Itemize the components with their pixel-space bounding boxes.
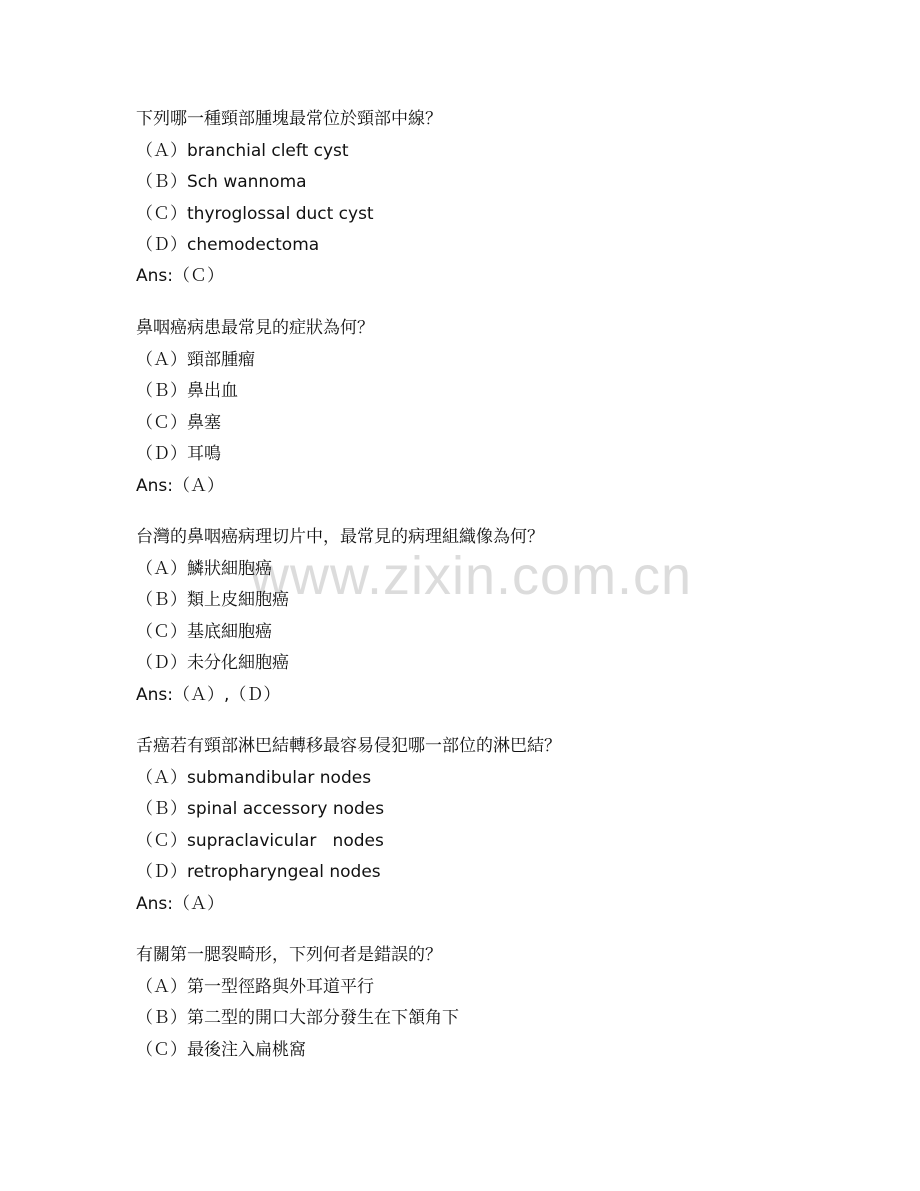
question-2-option-b: （Ｂ）鼻出血	[136, 381, 238, 401]
question-4-option-a: （Ａ）submandibular nodes	[136, 768, 372, 788]
question-5-stem: 有關第一腮裂畸形，下列何者是錯誤的？	[136, 945, 442, 965]
question-3-option-c: （Ｃ）基底細胞癌	[136, 622, 272, 642]
question-3-option-b: （Ｂ）類上皮細胞癌	[136, 590, 289, 610]
question-2-option-c: （Ｃ）鼻塞	[136, 413, 221, 433]
question-1-option-c: （Ｃ）thyroglossal duct cyst	[136, 204, 374, 224]
question-3-stem: 台灣的鼻咽癌病理切片中，最常見的病理組織像為何？	[136, 527, 544, 547]
question-3-answer: Ans:（Ａ）,（Ｄ）	[136, 685, 281, 705]
watermark: www.zixin.com.cn	[250, 546, 693, 606]
question-2-option-a: （Ａ）頸部腫瘤	[136, 350, 255, 370]
question-4-option-c: （Ｃ）supraclavicular nodes	[136, 831, 384, 851]
question-1-option-a: （Ａ）branchial cleft cyst	[136, 141, 349, 161]
question-1-answer: Ans:（Ｃ）	[136, 266, 224, 286]
question-4-stem: 舌癌若有頸部淋巴結轉移最容易侵犯哪一部位的淋巴結？	[136, 736, 561, 756]
question-2-option-d: （Ｄ）耳鳴	[136, 444, 221, 464]
question-1-stem: 下列哪一種頸部腫塊最常位於頸部中線？	[136, 109, 442, 129]
question-3-option-a: （Ａ）鱗狀細胞癌	[136, 559, 272, 579]
question-4-answer: Ans:（Ａ）	[136, 894, 224, 914]
question-4-option-d: （Ｄ）retropharyngeal nodes	[136, 862, 381, 882]
question-1-option-b: （Ｂ）Sch wannoma	[136, 172, 307, 192]
question-5-option-b: （Ｂ）第二型的開口大部分發生在下頷角下	[136, 1008, 459, 1028]
question-2-answer: Ans:（Ａ）	[136, 476, 224, 496]
question-2-stem: 鼻咽癌病患最常見的症狀為何？	[136, 318, 374, 338]
question-4-option-b: （Ｂ）spinal accessory nodes	[136, 799, 385, 819]
question-3-option-d: （Ｄ）未分化細胞癌	[136, 653, 289, 673]
question-5-option-a: （Ａ）第一型徑路與外耳道平行	[136, 977, 374, 997]
question-5-option-c: （Ｃ）最後注入扁桃窩	[136, 1040, 306, 1060]
question-1-option-d: （Ｄ）chemodectoma	[136, 235, 320, 255]
